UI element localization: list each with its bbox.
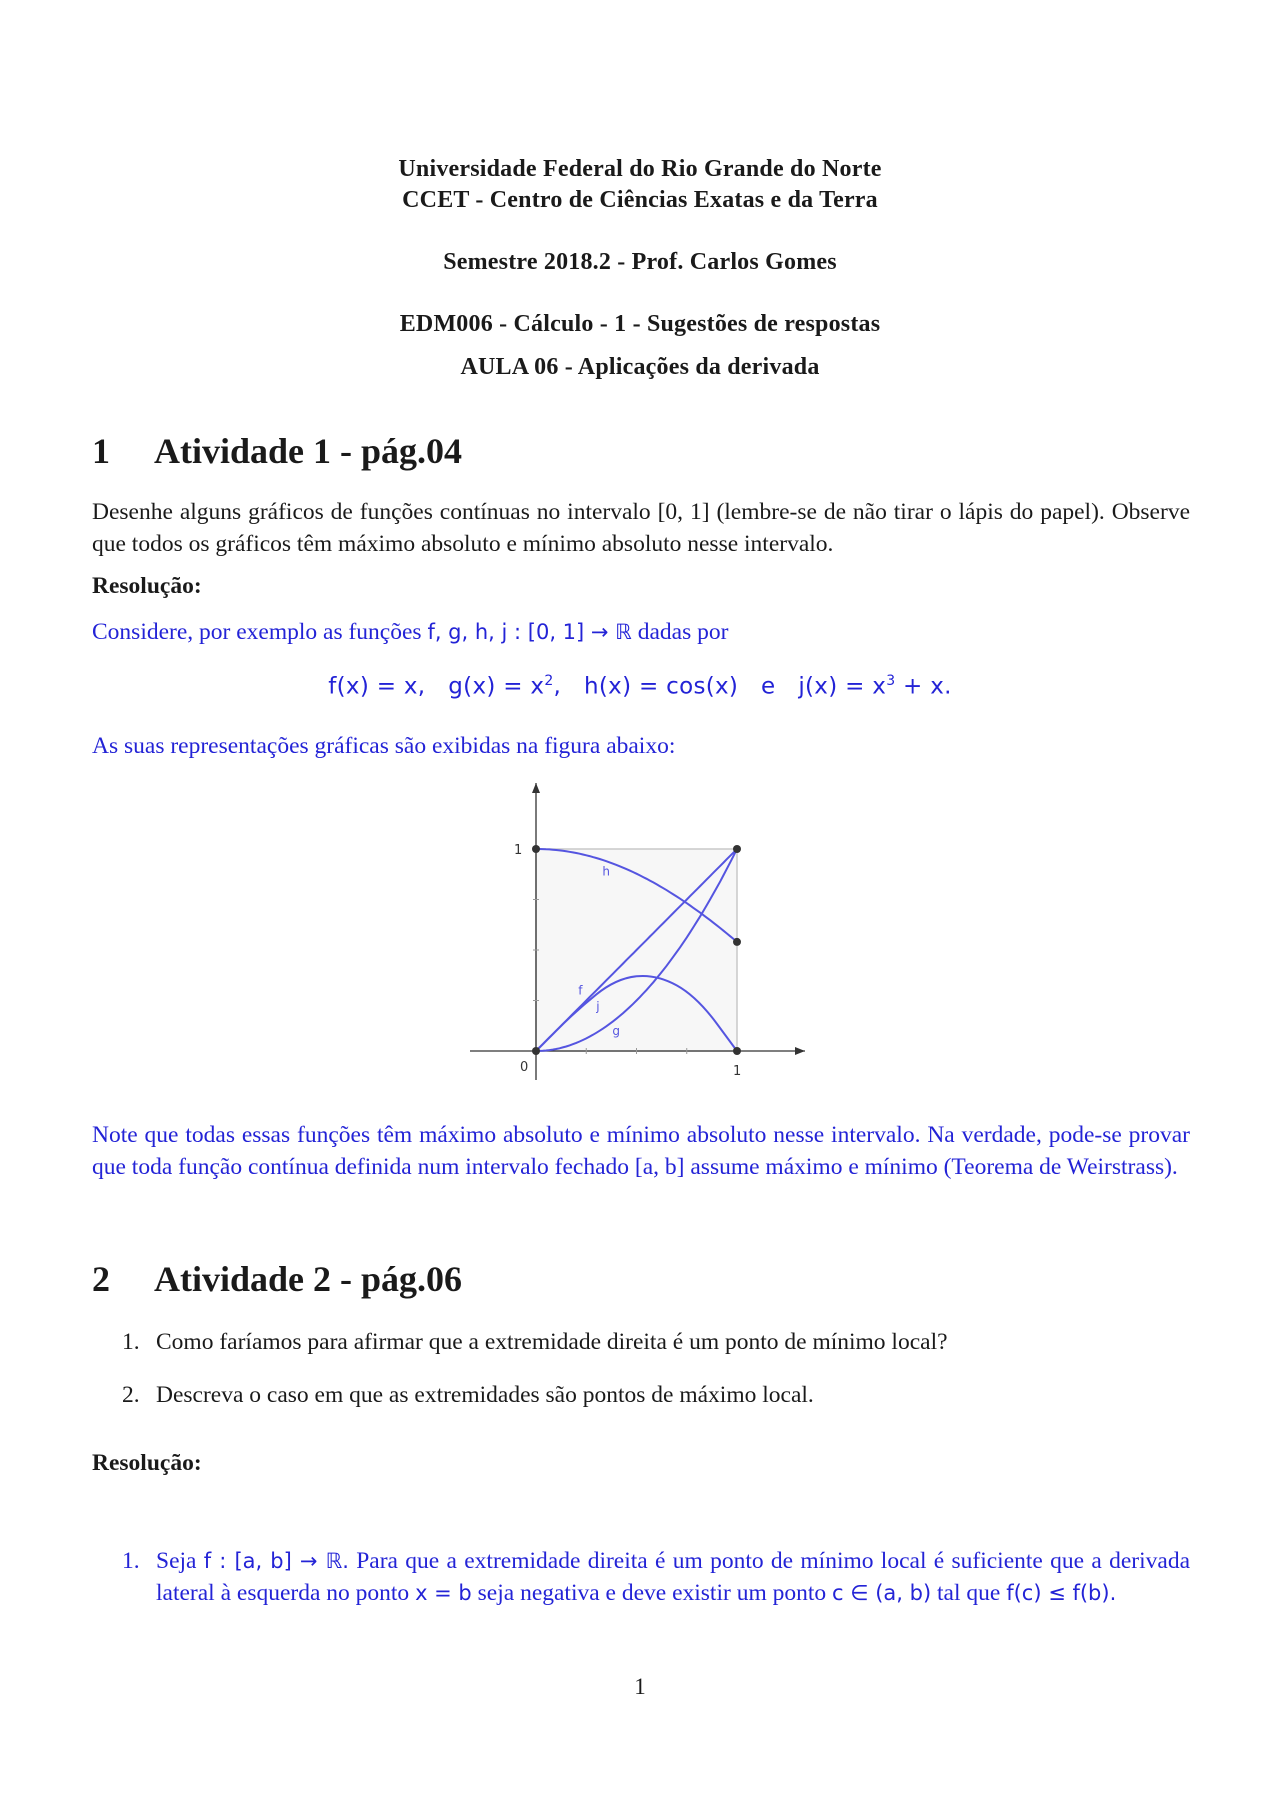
series-g-label: g — [612, 1023, 621, 1038]
section-1-note: Note que todas essas funções têm máximo absoluto e mínimo absoluto nesse intervalo. Na verdade, pode-se provar que toda função contínua definida num intervalo fechado [a, b] assume máximo e mínimo (Teorema de Weirstrass). — [92, 1122, 1190, 1180]
question-2 — [122, 1379, 1190, 1411]
intro-text: Considere, por exemplo as funções — [92, 619, 422, 645]
answer-1-p4: tal que — [937, 1580, 1001, 1606]
x-axis-arrow — [795, 1047, 805, 1055]
x-tick-label-0: 0 — [520, 1060, 529, 1075]
y-axis-arrow — [532, 783, 540, 793]
answer-1-p2: Para que a extremidade direita é um ponto de mínimo local é suficiente que a derivada lateral à esquerda no ponto — [156, 1548, 1191, 1606]
eq-j-exp: 3 — [886, 673, 896, 689]
eq-g-exp: 2 — [544, 673, 554, 689]
point-4 — [733, 1047, 741, 1055]
eq-e: e — [761, 673, 776, 700]
eq-j-tail: + x. — [895, 673, 952, 700]
lesson-line: AULA 06 - Aplicações da derivada — [460, 354, 820, 380]
y-tick-label-1: 1 — [514, 843, 523, 858]
section-1-prompt: Desenhe alguns gráficos de funções contínuas no intervalo [0, 1] (lembre-se de não tirar o lápis do papel). Observe que todos os gráficos têm máximo absoluto e mínimo absoluto nesse intervalo. — [92, 499, 1190, 557]
page-number: 1 — [634, 1674, 646, 1699]
section-2-number: 2 — [92, 1259, 110, 1299]
section-2-heading — [92, 1258, 462, 1300]
point-0 — [532, 1047, 540, 1055]
question-1-label: 1. — [122, 1329, 140, 1355]
eq-f: f(x) = x, — [328, 673, 426, 700]
answer-1-p3: seja negativa e deve existir um ponto — [477, 1580, 827, 1606]
answer-1-label: 1. — [122, 1548, 140, 1574]
answer-1-p1: Seja — [156, 1548, 197, 1574]
question-2-text: Descreva o caso em que as extremidades são pontos de máximo local. — [156, 1382, 814, 1408]
section-1-number: 1 — [92, 431, 110, 471]
answer-1-m1: f : [a, b] → ℝ. — [203, 1549, 349, 1573]
question-1 — [122, 1326, 1190, 1358]
figure-caption: As suas representações gráficas são exibidas na figura abaixo: — [92, 733, 676, 759]
section-2-title: Atividade 2 - pág.06 — [154, 1259, 463, 1299]
question-2-label: 2. — [122, 1382, 140, 1408]
section-1-title: Atividade 1 - pág.04 — [154, 431, 463, 471]
eq-j: j(x) = x — [798, 673, 887, 700]
function-graph — [470, 780, 810, 1100]
answer-1-m4: f(c) ≤ f(b). — [1006, 1581, 1117, 1605]
section-2-resolution-label: Resolução: — [92, 1450, 202, 1476]
section-1-heading — [92, 430, 462, 472]
point-3 — [733, 938, 741, 946]
point-1 — [532, 845, 540, 853]
eq-g-tail: , — [553, 673, 562, 700]
section-1-intro — [92, 616, 1190, 648]
series-h-label: h — [602, 864, 610, 879]
series-j-label: j — [596, 999, 600, 1014]
intro-tail: dadas por — [637, 619, 729, 645]
function-definitions — [0, 673, 1280, 700]
eq-h: h(x) = cos(x) — [584, 673, 739, 700]
center-name: CCET - Centro de Ciências Exatas e da Terra — [402, 187, 878, 213]
answer-1-m3: c ∈ (a, b) — [832, 1581, 932, 1605]
answer-1 — [122, 1545, 1190, 1609]
intro-math: f, g, h, j : [0, 1] → ℝ — [427, 620, 632, 644]
series-f-label: f — [578, 983, 583, 998]
eq-g: g(x) = x — [448, 673, 545, 700]
answer-1-m2: x = b — [415, 1581, 472, 1605]
x-tick-label-1: 1 — [733, 1064, 742, 1079]
section-1-resolution-label: Resolução: — [92, 573, 202, 599]
university-name: Universidade Federal do Rio Grande do Norte — [398, 156, 882, 182]
question-1-text: Como faríamos para afirmar que a extremidade direita é um ponto de mínimo local? — [156, 1329, 948, 1355]
answer-1-text — [156, 1545, 1190, 1609]
point-2 — [733, 845, 741, 853]
semester-line: Semestre 2018.2 - Prof. Carlos Gomes — [443, 249, 837, 275]
course-line: EDM006 - Cálculo - 1 - Sugestões de respostas — [399, 311, 881, 337]
